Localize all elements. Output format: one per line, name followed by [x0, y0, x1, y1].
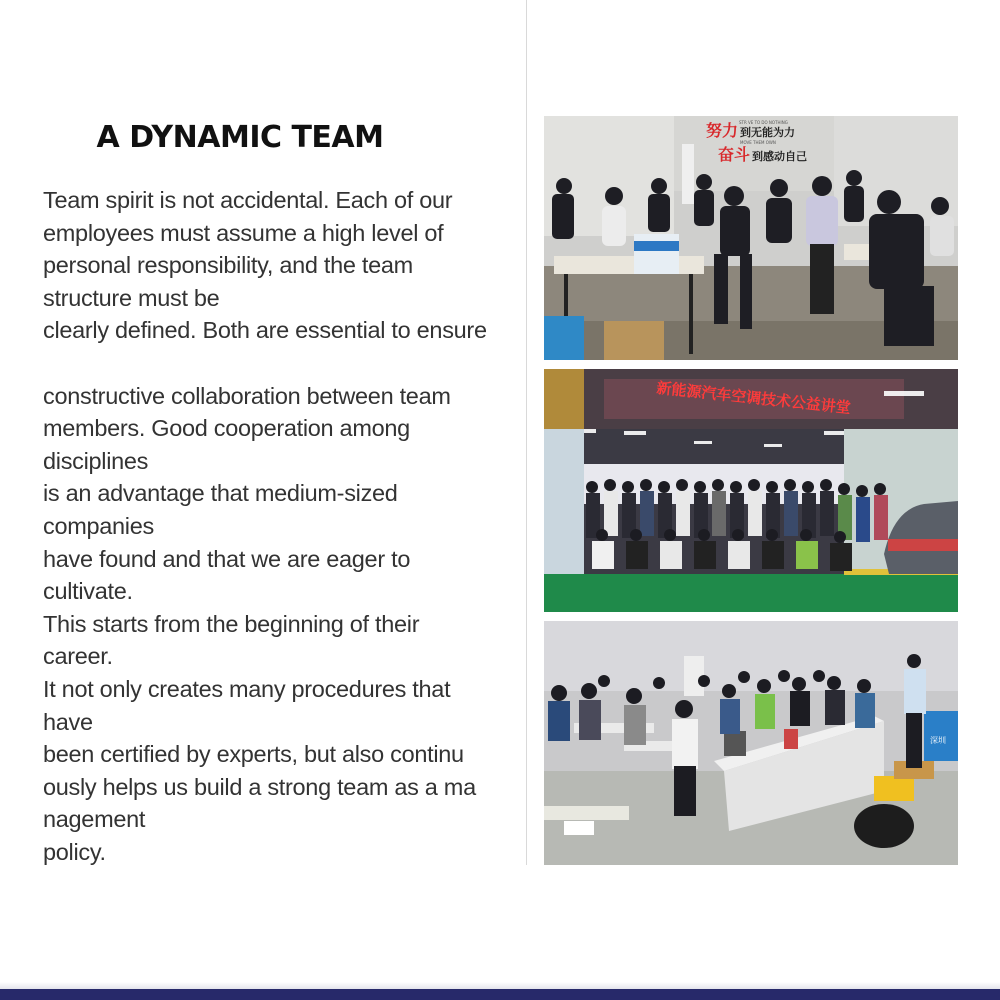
paragraph-line: constructive collaboration between team — [43, 382, 451, 409]
hall-banner: 新能源汽车空调技术公益讲堂 — [655, 378, 852, 418]
paragraph-gap — [43, 347, 513, 380]
paragraph-line: clearly defined. Both are essential to ensure — [43, 317, 487, 344]
column-divider — [526, 0, 527, 865]
photo-training-session — [544, 621, 958, 865]
paragraph-line: employees must assume a high level of — [43, 219, 444, 246]
paragraph-line: Team spirit is not accidental. Each of our — [43, 187, 453, 213]
wall-slogan-small-1: STR VE TO DO NOTHING — [739, 120, 788, 125]
paragraph-line: This starts from the beginning of their — [43, 610, 420, 637]
photo-team-meeting — [544, 116, 958, 360]
paragraph-line: have found and that we are eager to — [43, 545, 411, 572]
wall-slogan-small-2: MOVE THEM OWN — [740, 140, 776, 145]
paragraph-line: members. Good cooperation among — [43, 415, 410, 442]
photo-group-workshop — [544, 369, 958, 612]
paragraph-line: policy. — [43, 838, 106, 865]
paragraph-line: career. — [43, 643, 113, 670]
paragraph-line: disciplines — [43, 447, 149, 474]
paragraph-line: nagement — [43, 806, 146, 833]
paragraph-line: It not only creates many procedures that — [43, 675, 451, 702]
wall-slogan-2: 奋斗 — [718, 145, 751, 164]
paragraph-line: companies — [43, 512, 154, 539]
footer-bar — [0, 989, 1000, 1000]
wall-slogan-1b: 到无能为力 — [740, 126, 795, 139]
screen-label: 深圳 — [930, 736, 946, 745]
paragraph-line: structure must be — [43, 284, 220, 311]
paragraph-line: personal responsibility, and the team — [43, 252, 413, 279]
paragraph-line: is an advantage that medium-sized — [43, 480, 398, 507]
page-title: A DYNAMIC TEAM — [96, 120, 384, 155]
wall-slogan-2b: 到感动自己 — [752, 150, 807, 163]
paragraph-line: have — [43, 708, 93, 735]
paragraph-line: ously helps us build a strong team as a ma — [43, 773, 476, 800]
paragraph-line: cultivate. — [43, 578, 133, 605]
wall-slogan-1: 努力 — [706, 121, 739, 140]
footer-shadow — [0, 982, 1000, 989]
paragraph-line: been certified by experts, but also continu — [43, 741, 464, 768]
team-paragraph — [43, 184, 513, 868]
